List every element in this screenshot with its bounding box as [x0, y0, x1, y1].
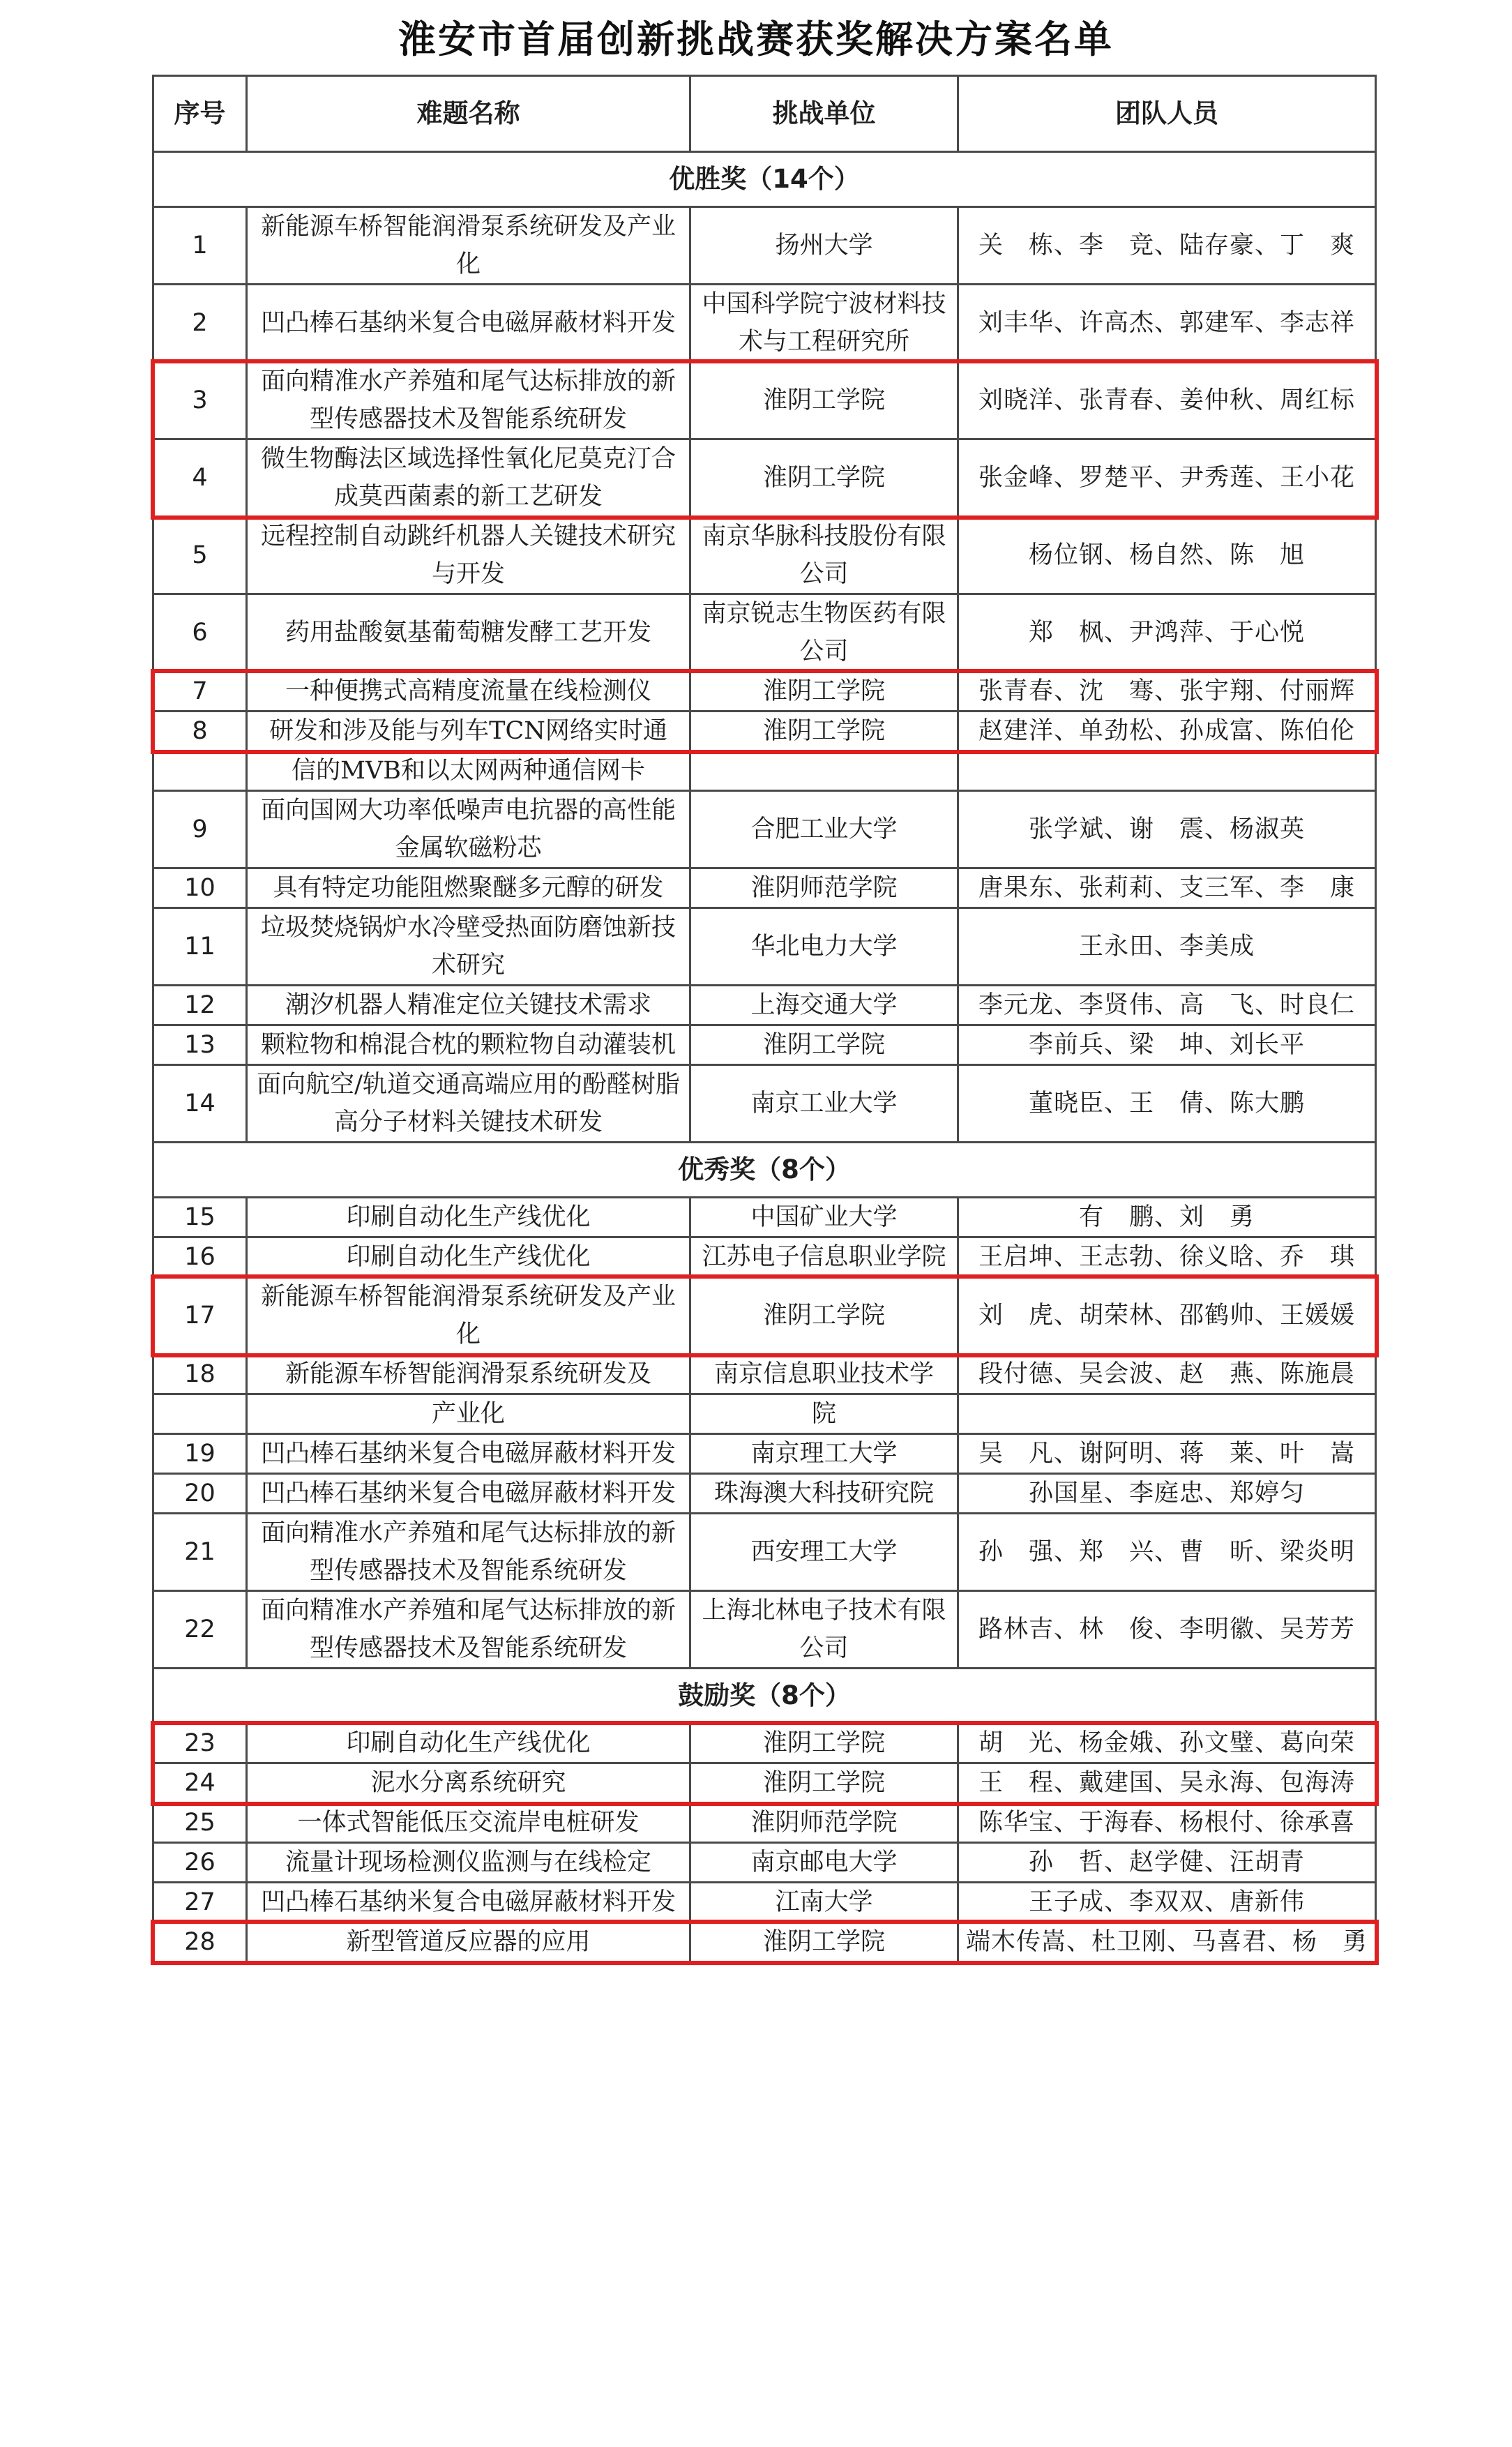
- team-members: 段付德、吴会波、赵 燕、陈施晨: [958, 1355, 1376, 1394]
- challenge-unit: 淮阴工学院: [690, 362, 958, 439]
- challenge-unit: 扬州大学: [690, 207, 958, 285]
- team-members: 王 程、戴建国、吴永海、包海涛: [958, 1763, 1376, 1803]
- problem-name: 面向航空/轨道交通高端应用的酚醛树脂高分子材料关键技术研发: [247, 1065, 690, 1143]
- section-label: 优秀奖（8个）: [153, 1143, 1376, 1198]
- challenge-unit: 淮阴工学院: [690, 1277, 958, 1355]
- problem-name: 面向国网大功率低噪声电抗器的高性能金属软磁粉芯: [247, 791, 690, 868]
- problem-name: 新能源车桥智能润滑泵系统研发及产业化: [247, 207, 690, 285]
- row-number: 20: [153, 1474, 247, 1514]
- section-row: [153, 1143, 1376, 1198]
- problem-name: 印刷自动化生产线优化: [247, 1724, 690, 1763]
- challenge-unit: 珠海澳大科技研究院: [690, 1474, 958, 1514]
- team-members: 孙 哲、赵学健、汪胡青: [958, 1843, 1376, 1883]
- team-members: 刘丰华、许高杰、郭建军、李志祥: [958, 285, 1376, 362]
- table-row: [153, 1922, 1376, 1962]
- row-number: 16: [153, 1237, 247, 1277]
- challenge-unit: 淮阴工学院: [690, 1922, 958, 1962]
- section-row: [153, 152, 1376, 207]
- team-members: 王启坤、王志勃、徐义晗、乔 琪: [958, 1237, 1376, 1277]
- table-row: [153, 1843, 1376, 1883]
- row-number: 1: [153, 207, 247, 285]
- problem-name: 流量计现场检测仪监测与在线检定: [247, 1843, 690, 1883]
- problem-name: 印刷自动化生产线优化: [247, 1237, 690, 1277]
- challenge-unit: 淮阴师范学院: [690, 1803, 958, 1843]
- header-problem: 难题名称: [247, 76, 690, 152]
- row-number: 26: [153, 1843, 247, 1883]
- team-members: 刘晓洋、张青春、姜仲秋、周红标: [958, 362, 1376, 439]
- team-members: 李前兵、梁 坤、刘长平: [958, 1025, 1376, 1065]
- problem-name: 凹凸棒石基纳米复合电磁屏蔽材料开发: [247, 285, 690, 362]
- row-number: 21: [153, 1514, 247, 1591]
- table-row: [153, 1514, 1376, 1591]
- row-number: 25: [153, 1803, 247, 1843]
- header-row: [153, 76, 1376, 152]
- problem-name: 面向精准水产养殖和尾气达标排放的新型传感器技术及智能系统研发: [247, 362, 690, 439]
- team-members: 李元龙、李贤伟、高 飞、时良仁: [958, 986, 1376, 1025]
- problem-name: 印刷自动化生产线优化: [247, 1198, 690, 1237]
- problem-name-continued: 信的MVB和以太网两种通信网卡: [247, 751, 690, 791]
- row-number: 12: [153, 986, 247, 1025]
- table-row: [153, 672, 1376, 711]
- row-number: 19: [153, 1434, 247, 1474]
- challenge-unit: 西安理工大学: [690, 1514, 958, 1591]
- challenge-unit: 淮阴工学院: [690, 711, 958, 751]
- team-members: 张学斌、谢 震、杨淑英: [958, 791, 1376, 868]
- challenge-unit: 淮阴工学院: [690, 1763, 958, 1803]
- table-row: [153, 1763, 1376, 1803]
- challenge-unit: 淮阴工学院: [690, 672, 958, 711]
- problem-name: 面向精准水产养殖和尾气达标排放的新型传感器技术及智能系统研发: [247, 1591, 690, 1669]
- challenge-unit-continued: [690, 751, 958, 791]
- table-row: [153, 362, 1376, 439]
- table-row: [153, 1434, 1376, 1474]
- row-number: 7: [153, 672, 247, 711]
- team-members-empty: [958, 1394, 1376, 1434]
- team-members: 唐果东、张莉莉、支三军、李 康: [958, 868, 1376, 908]
- team-members: 端木传嵩、杜卫刚、马喜君、杨 勇: [958, 1922, 1376, 1962]
- table-row: [153, 986, 1376, 1025]
- row-number: 28: [153, 1922, 247, 1962]
- problem-name: 一种便携式高精度流量在线检测仪: [247, 672, 690, 711]
- problem-name: 面向精准水产养殖和尾气达标排放的新型传感器技术及智能系统研发: [247, 1514, 690, 1591]
- challenge-unit: 淮阴工学院: [690, 1025, 958, 1065]
- row-number: 27: [153, 1883, 247, 1922]
- award-table: [152, 75, 1377, 1963]
- section-label: 优胜奖（14个）: [153, 152, 1376, 207]
- row-number-empty: [153, 1394, 247, 1434]
- header-team: 团队人员: [958, 76, 1376, 152]
- team-members: 孙国星、李庭忠、郑婷匀: [958, 1474, 1376, 1514]
- challenge-unit: 南京信息职业技术学: [690, 1355, 958, 1394]
- problem-name: 微生物酶法区域选择性氧化尼莫克汀合成莫西菌素的新工艺研发: [247, 439, 690, 517]
- table-row-continuation: [153, 1394, 1376, 1434]
- challenge-unit: 南京工业大学: [690, 1065, 958, 1143]
- table-row: [153, 711, 1376, 751]
- table-row: [153, 1065, 1376, 1143]
- team-members: 有 鹏、刘 勇: [958, 1198, 1376, 1237]
- team-members: 赵建洋、单劲松、孙成富、陈伯伦: [958, 711, 1376, 751]
- row-number: 10: [153, 868, 247, 908]
- table-row: [153, 439, 1376, 517]
- team-members: 刘 虎、胡荣林、邵鹤帅、王媛媛: [958, 1277, 1376, 1355]
- table-row: [153, 1025, 1376, 1065]
- team-members: 王永田、李美成: [958, 908, 1376, 986]
- table-row: [153, 791, 1376, 868]
- table-row: [153, 594, 1376, 672]
- problem-name: 凹凸棒石基纳米复合电磁屏蔽材料开发: [247, 1474, 690, 1514]
- challenge-unit: 南京邮电大学: [690, 1843, 958, 1883]
- challenge-unit: 南京锐志生物医药有限公司: [690, 594, 958, 672]
- team-members: 郑 枫、尹鸿萍、于心悦: [958, 594, 1376, 672]
- table-row: [153, 207, 1376, 285]
- team-members: 杨位钢、杨自然、陈 旭: [958, 517, 1376, 594]
- problem-name: 新能源车桥智能润滑泵系统研发及: [247, 1355, 690, 1394]
- challenge-unit: 华北电力大学: [690, 908, 958, 986]
- challenge-unit: 江苏电子信息职业学院: [690, 1237, 958, 1277]
- challenge-unit-continued: 院: [690, 1394, 958, 1434]
- row-number: 22: [153, 1591, 247, 1669]
- problem-name: 药用盐酸氨基葡萄糖发酵工艺开发: [247, 594, 690, 672]
- section-label: 鼓励奖（8个）: [153, 1669, 1376, 1724]
- row-number: 11: [153, 908, 247, 986]
- header-unit: 挑战单位: [690, 76, 958, 152]
- challenge-unit: 淮阴师范学院: [690, 868, 958, 908]
- problem-name: 新型管道反应器的应用: [247, 1922, 690, 1962]
- row-number: 5: [153, 517, 247, 594]
- challenge-unit: 淮阴工学院: [690, 439, 958, 517]
- row-number: 8: [153, 711, 247, 751]
- team-members: 胡 光、杨金娥、孙文璧、葛向荣: [958, 1724, 1376, 1763]
- table-row: [153, 1803, 1376, 1843]
- row-number: 2: [153, 285, 247, 362]
- row-number: 17: [153, 1277, 247, 1355]
- row-number: 9: [153, 791, 247, 868]
- problem-name: 凹凸棒石基纳米复合电磁屏蔽材料开发: [247, 1434, 690, 1474]
- problem-name: 远程控制自动跳纤机器人关键技术研究与开发: [247, 517, 690, 594]
- award-table-wrapper: [152, 75, 1375, 1963]
- challenge-unit: 江南大学: [690, 1883, 958, 1922]
- team-members: 孙 强、郑 兴、曹 昕、梁炎明: [958, 1514, 1376, 1591]
- row-number: 4: [153, 439, 247, 517]
- row-number-empty: [153, 751, 247, 791]
- row-number: 24: [153, 1763, 247, 1803]
- challenge-unit: 上海交通大学: [690, 986, 958, 1025]
- challenge-unit: 南京理工大学: [690, 1434, 958, 1474]
- row-number: 18: [153, 1355, 247, 1394]
- row-number: 23: [153, 1724, 247, 1763]
- table-row: [153, 1355, 1376, 1394]
- challenge-unit: 淮阴工学院: [690, 1724, 958, 1763]
- table-row: [153, 1198, 1376, 1237]
- table-row: [153, 1237, 1376, 1277]
- problem-name: 潮汐机器人精准定位关键技术需求: [247, 986, 690, 1025]
- team-members: 王子成、李双双、唐新伟: [958, 1883, 1376, 1922]
- table-row: [153, 1474, 1376, 1514]
- challenge-unit: 中国矿业大学: [690, 1198, 958, 1237]
- challenge-unit: 中国科学院宁波材料技术与工程研究所: [690, 285, 958, 362]
- team-members: 吴 凡、谢阿明、蒋 莱、叶 嵩: [958, 1434, 1376, 1474]
- row-number: 3: [153, 362, 247, 439]
- challenge-unit: 南京华脉科技股份有限公司: [690, 517, 958, 594]
- team-members-empty: [958, 751, 1376, 791]
- row-number: 14: [153, 1065, 247, 1143]
- table-row: [153, 868, 1376, 908]
- header-no: 序号: [153, 76, 247, 152]
- problem-name: 一体式智能低压交流岸电桩研发: [247, 1803, 690, 1843]
- section-row: [153, 1669, 1376, 1724]
- table-row: [153, 285, 1376, 362]
- table-row: [153, 1883, 1376, 1922]
- row-number: 6: [153, 594, 247, 672]
- team-members: 张金峰、罗楚平、尹秀莲、王小花: [958, 439, 1376, 517]
- award-table-body: [153, 152, 1376, 1962]
- problem-name-continued: 产业化: [247, 1394, 690, 1434]
- problem-name: 泥水分离系统研究: [247, 1763, 690, 1803]
- problem-name: 颗粒物和棉混合枕的颗粒物自动灌装机: [247, 1025, 690, 1065]
- problem-name: 具有特定功能阻燃聚醚多元醇的研发: [247, 868, 690, 908]
- row-number: 13: [153, 1025, 247, 1065]
- problem-name: 新能源车桥智能润滑泵系统研发及产业化: [247, 1277, 690, 1355]
- table-row: [153, 1591, 1376, 1669]
- problem-name: 垃圾焚烧锅炉水冷壁受热面防磨蚀新技术研究: [247, 908, 690, 986]
- problem-name: 研发和涉及能与列车TCN网络实时通: [247, 711, 690, 751]
- team-members: 张青春、沈 骞、张宇翔、付丽辉: [958, 672, 1376, 711]
- table-row: [153, 1277, 1376, 1355]
- team-members: 陈华宝、于海春、杨根付、徐承喜: [958, 1803, 1376, 1843]
- challenge-unit: 合肥工业大学: [690, 791, 958, 868]
- row-number: 15: [153, 1198, 247, 1237]
- table-row-continuation: [153, 751, 1376, 791]
- table-row: [153, 517, 1376, 594]
- team-members: 路林吉、林 俊、李明徽、吴芳芳: [958, 1591, 1376, 1669]
- team-members: 董晓臣、王 倩、陈大鹏: [958, 1065, 1376, 1143]
- problem-name: 凹凸棒石基纳米复合电磁屏蔽材料开发: [247, 1883, 690, 1922]
- page-title: 淮安市首届创新挑战赛获奖解决方案名单: [398, 17, 1114, 61]
- table-row: [153, 1724, 1376, 1763]
- table-row: [153, 908, 1376, 986]
- challenge-unit: 上海北林电子技术有限公司: [690, 1591, 958, 1669]
- team-members: 关 栋、李 竞、陆存豪、丁 爽: [958, 207, 1376, 285]
